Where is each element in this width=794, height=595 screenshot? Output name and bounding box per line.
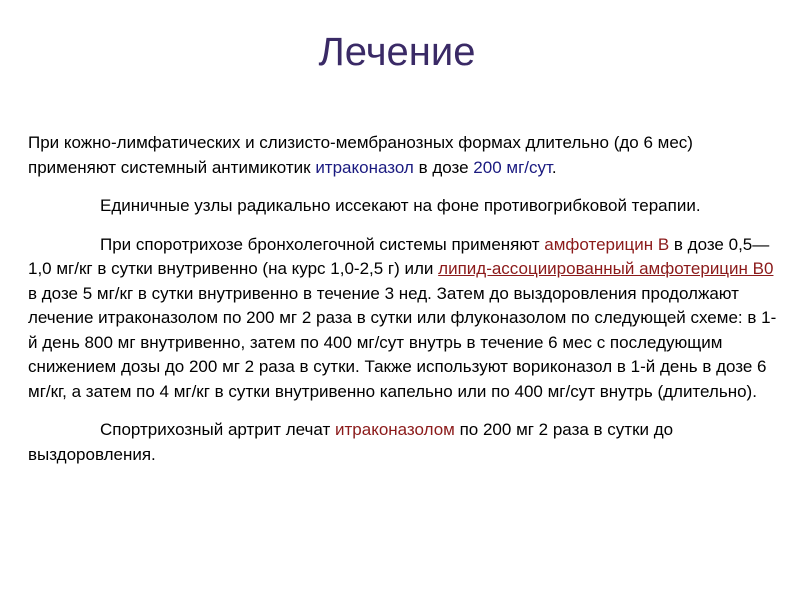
p1-text-1: При кожно-лимфатических и слизисто-мембранозных формах длительно (до 6 мес) применяют системный антимикотик xyxy=(28,133,693,177)
p4-text-2: по 200 мг 2 раза в сутки до выздоровления. xyxy=(28,420,674,464)
paragraph-single-nodes xyxy=(28,194,778,219)
slide-body xyxy=(28,131,778,467)
p3-text-3: в дозе 5 мг/кг в сутки внутривенно в течение 3 нед. Затем до выздоровления продолжают лечение итраконазолом по 200 мг 2 раза в сутки или флуконазолом по следующей схеме: в 1-й день 800 мг внутривенно, затем по 400 мг/сут внутрь в течение 6 мес с последующим снижением дозы до 200 мг 2 раза в сутки. Также используют вориконазол в 1-й день в дозе 6 мг/кг, а затем по 4 мг/кг в сутки внутривенно капельно или по 400 мг/сут внутрь (длительно). xyxy=(28,283,777,401)
drug-itraconazole-2: итраконазолом xyxy=(335,420,455,439)
slide-title: Лечение xyxy=(318,30,476,74)
paragraph-arthritis xyxy=(28,418,778,467)
p1-text-3: . xyxy=(551,157,557,177)
dose-value: 200 мг/сут xyxy=(473,157,552,177)
drug-amphotericin-b: амфотерицин В xyxy=(544,234,670,254)
p1-text-2: в дозе xyxy=(413,157,474,177)
paragraph-cutaneous-forms xyxy=(28,131,778,180)
p3-text-1: При споротрихозе бронхолегочной системы применяют xyxy=(100,234,545,254)
drug-lipid-amphotericin: липид-ассоциированный амфотерицин В0 xyxy=(438,259,774,278)
p4-text-1: Спортрихозный артрит лечат xyxy=(100,420,335,439)
drug-itraconazole: итраконазол xyxy=(315,157,414,177)
p2-text: Единичные узлы радикально иссекают на фоне противогрибковой терапии. xyxy=(100,196,701,215)
p3-text-2: в дозе 0,5—1,0 мг/кг в сутки внутривенно (на курс 1,0-2,5 г) или xyxy=(28,234,770,278)
paragraph-pulmonary xyxy=(28,233,778,405)
